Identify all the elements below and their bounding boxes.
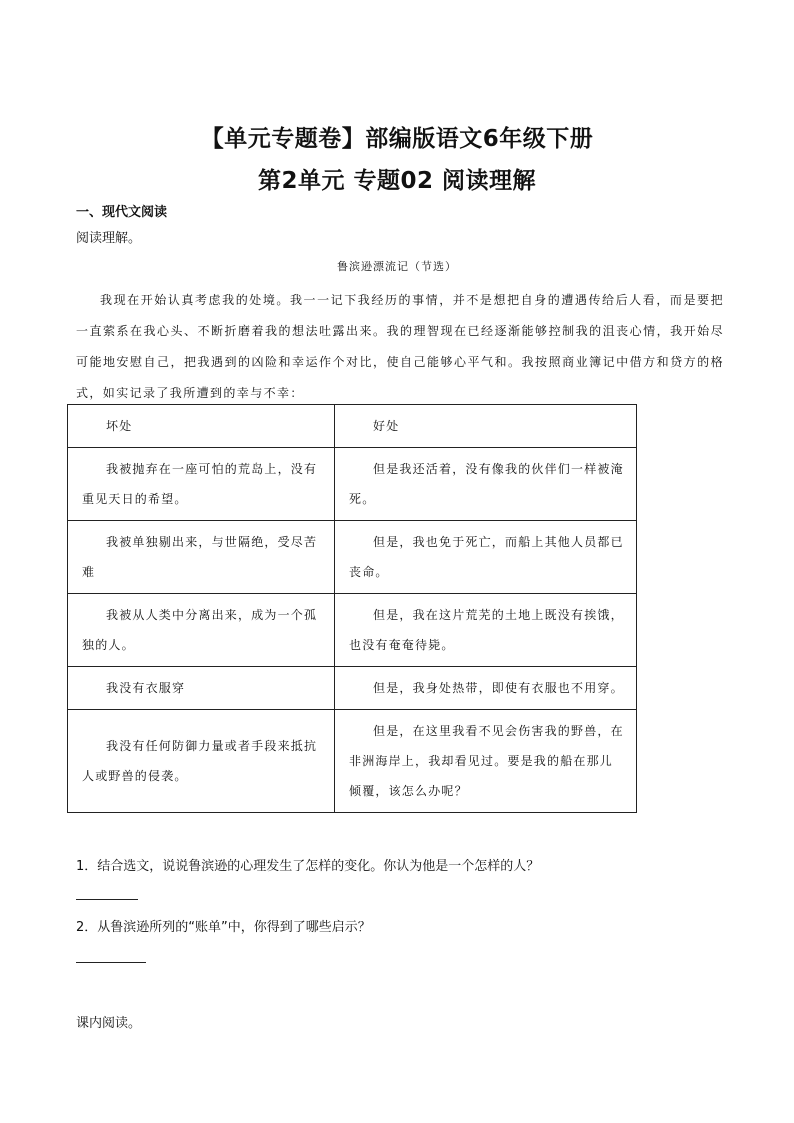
table-row bbox=[68, 667, 637, 710]
table-row bbox=[68, 710, 637, 813]
answer-blank-2[interactable] bbox=[76, 962, 146, 963]
table-row bbox=[68, 521, 637, 594]
passage-paragraph: 我现在开始认真考虑我的处境。我一一记下我经历的事情，并不是想把自身的遭遇传给后人看，而是要把一直萦系在我心头、不断折磨着我的想法吐露出来。我的理智现在已经逐渐能够控制我的沮丧心情，我开始尽可能地安慰自己，把我遇到的凶险和幸运作个对比，使自己能够心平气和。我按照商业簿记中借方和贷方的格式，如实记录了我所遭到的幸与不幸： bbox=[76, 293, 724, 400]
cell-text: 我没有衣服穿 bbox=[106, 681, 186, 695]
table-cell bbox=[68, 521, 335, 594]
table-cell bbox=[68, 667, 335, 710]
section-intro: 阅读理解。 bbox=[76, 231, 142, 246]
question-1: 1．结合选文，说说鲁滨逊的心理发生了怎样的变化。你认为他是一个怎样的人？ bbox=[76, 859, 540, 874]
table-cell bbox=[68, 710, 335, 813]
cell-text: 但是，我身处热带，即使有衣服也不用穿。 bbox=[373, 681, 624, 695]
cell-text: 但是，在这里我看不见会伤害我的野兽，在非洲海岸上，我却看见过。要是我的船在那儿倾覆，该怎么办呢？ bbox=[349, 724, 624, 798]
header-good: 好处 bbox=[373, 419, 400, 433]
cell-text: 但是，我也免于死亡，而船上其他人员都已丧命。 bbox=[349, 535, 624, 579]
table-header-cell bbox=[335, 405, 637, 448]
table-cell bbox=[68, 594, 335, 667]
table-cell bbox=[335, 667, 637, 710]
table-cell bbox=[335, 521, 637, 594]
passage-title: 鲁滨逊漂流记（节选） bbox=[337, 260, 457, 273]
cell-text: 我被抛弃在一座可怕的荒岛上，没有重见天日的希望。 bbox=[82, 462, 318, 506]
page-title: 【单元专题卷】部编版语文6年级下册 bbox=[200, 126, 594, 152]
table-cell bbox=[68, 448, 335, 521]
table-row bbox=[68, 448, 637, 521]
cell-text: 但是我还活着，没有像我的伙伴们一样被淹死。 bbox=[349, 462, 624, 506]
table-cell bbox=[335, 710, 637, 813]
section-heading: 一、现代文阅读 bbox=[76, 205, 168, 220]
table-cell bbox=[335, 448, 637, 521]
cell-text: 但是，我在这片荒芜的土地上既没有挨饿，也没有奄奄待毙。 bbox=[349, 608, 624, 652]
table-header-row bbox=[68, 405, 637, 448]
next-section-intro: 课内阅读。 bbox=[76, 1016, 142, 1031]
table-header-cell bbox=[68, 405, 335, 448]
cell-text: 我被从人类中分离出来，成为一个孤独的人。 bbox=[82, 608, 318, 652]
header-bad: 坏处 bbox=[106, 419, 133, 433]
cell-text: 我没有任何防御力量或者手段来抵抗人或野兽的侵袭。 bbox=[82, 739, 318, 783]
table-row bbox=[68, 594, 637, 667]
ledger-table bbox=[67, 404, 637, 813]
table-cell bbox=[335, 594, 637, 667]
page-subtitle: 第2单元 专题02 阅读理解 bbox=[257, 168, 537, 194]
question-2: 2．从鲁滨逊所列的“账单”中，你得到了哪些启示？ bbox=[76, 920, 371, 935]
cell-text: 我被单独剔出来，与世隔绝，受尽苦难 bbox=[82, 535, 318, 579]
answer-blank-1[interactable] bbox=[76, 899, 138, 900]
